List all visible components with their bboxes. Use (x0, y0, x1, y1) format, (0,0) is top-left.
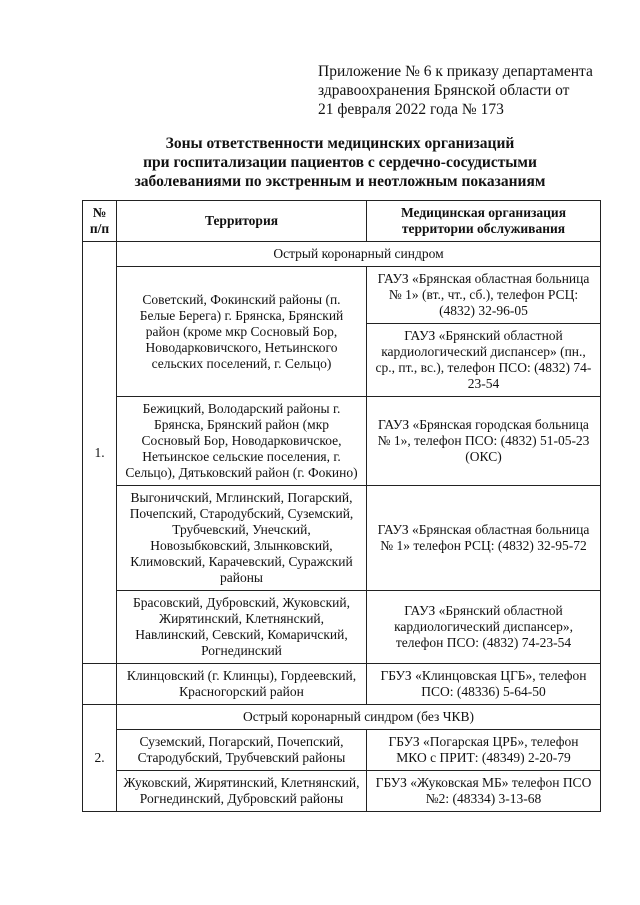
header-territory: Территория (117, 201, 367, 242)
row-number-empty (83, 664, 117, 705)
row-number-1: 1. (83, 242, 117, 664)
table-row (83, 591, 601, 664)
section-heading-acs-no-pci: Острый коронарный синдром (без ЧКВ) (117, 705, 601, 730)
organization-cell: ГАУЗ «Брянский областной кардиологический диспансер», телефон ПСО: (4832) 74-23-54 (367, 591, 601, 664)
appendix-line-2: здравоохранения Брянской области от (318, 82, 570, 99)
territory-cell: Бежицкий, Володарский районы г. Брянска, Брянский район (мкр Сосновый Бор, Новодарковичское, Нетьинское сельские поселения, г. Сельцо), Дятьковский район (г. Фокино) (117, 397, 367, 486)
table-row (83, 730, 601, 771)
section-heading-acs: Острый коронарный синдром (117, 242, 601, 267)
appendix-header (318, 62, 594, 119)
table-header-row (83, 201, 601, 242)
territory-cell: Советский, Фокинский районы (п. Белые Берега) г. Брянска, Брянский район (кроме мкр Сосновый Бор, Новодарковичского, Нетьинского сельских поселений, г. Сельцо) (117, 267, 367, 397)
organization-cell: ГАУЗ «Брянская областная больница № 1» телефон РСЦ: (4832) 32-95-72 (367, 486, 601, 591)
header-organization: Медицинская организация территории обслуживания (367, 201, 601, 242)
row-number-2: 2. (83, 705, 117, 812)
organization-cell: ГБУЗ «Погарская ЦРБ», телефон МКО с ПРИТ: (48349) 2-20-79 (367, 730, 601, 771)
appendix-line-3: 21 февраля 2022 года № 173 (318, 101, 504, 118)
organization-cell: ГБУЗ «Клинцовская ЦГБ», телефон ПСО: (48336) 5-64-50 (367, 664, 601, 705)
table-row (83, 486, 601, 591)
organization-cell: ГАУЗ «Брянский областной кардиологический диспансер» (пн., ср., пт., вс.), телефон ПСО: (4832) 74-23-54 (367, 324, 601, 397)
territory-cell: Клинцовский (г. Клинцы), Гордеевский, Красногорский район (117, 664, 367, 705)
territory-cell: Брасовский, Дубровский, Жуковский, Жирятинский, Клетнянский, Навлинский, Севский, Комаричский, Рогнединский (117, 591, 367, 664)
header-num: № п/п (83, 201, 117, 242)
organization-cell: ГАУЗ «Брянская областная больница № 1» (вт., чт., сб.), телефон РСЦ: (4832) 32-96-05 (367, 267, 601, 324)
territory-cell: Суземский, Погарский, Почепский, Стародубский, Трубчевский районы (117, 730, 367, 771)
table-row (83, 242, 601, 267)
territory-cell: Жуковский, Жирятинский, Клетнянский, Рогнединский, Дубровский районы (117, 771, 367, 812)
organization-cell: ГАУЗ «Брянская городская больница № 1», телефон ПСО: (4832) 51-05-23 (ОКС) (367, 397, 601, 486)
table-row (83, 664, 601, 705)
territory-cell: Выгоничский, Мглинский, Погарский, Почепский, Стародубский, Суземский, Трубчевский, Унечский, Новозыбковский, Злынковский, Климовский, Карачевский, Суражский районы (117, 486, 367, 591)
table-row (83, 267, 601, 324)
title-line-3: заболеваниями по экстренным и неотложным показаниям (134, 173, 546, 190)
title-line-2: при госпитализации пациентов с сердечно-сосудистыми (143, 154, 537, 171)
responsibility-zones-table (82, 200, 601, 812)
document-title (60, 134, 620, 191)
title-line-1: Зоны ответственности медицинских организаций (165, 135, 515, 152)
table-row (83, 397, 601, 486)
table-row (83, 705, 601, 730)
appendix-line-1: Приложение № 6 к приказу департамента (318, 63, 593, 80)
table-row (83, 771, 601, 812)
organization-cell: ГБУЗ «Жуковская МБ» телефон ПСО №2: (48334) 3-13-68 (367, 771, 601, 812)
